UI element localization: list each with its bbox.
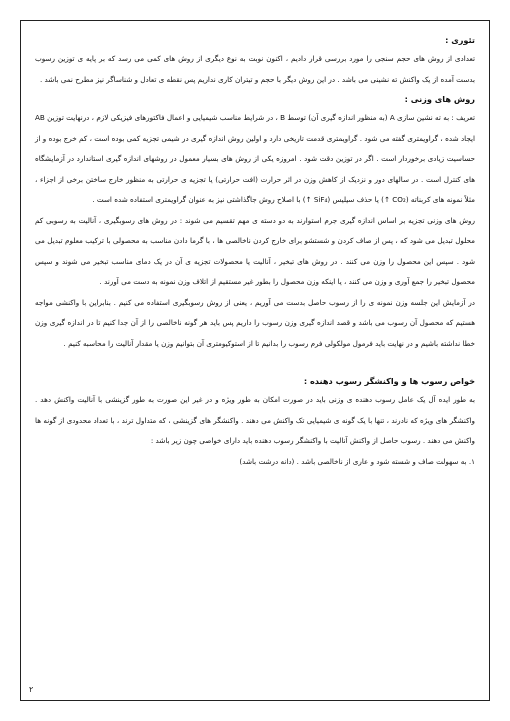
paragraph-theory: تعدادی از روش های حجم سنجی را مورد بررسی قرار دادیم ، اکنون نوبت به نوع دیگری از روش های کمی می رسد که بر پایه ی توزین رسوب بدست آمده از یک واکنش ته نشینی می باشد . در این روش دیگر با حجم و تیتران کاری نداریم پس نقطه ی تعادل و شناساگر نیز مطرح نمی باشد .	[35, 54, 475, 84]
paragraph-experiment: در آزمایش این جلسه وزن نمونه ی را از رسوب حاصل بدست می آوریم ، یعنی از روش رسوبگیری استفاده می کنیم . بنابراین با واکنشی مواجه هستیم که محصول آن رسوب می باشد و قصد اندازه گیری وزن رسوب را داریم پس باید هر گونه ناخالصی را از آن جدا کنیم تا در اندازه گیری وزن خطا نداشته باشیم و در نهایت باید فرمول مولکولی فرم رسوب را بدانیم تا از استوکیومتری آن بتوانیم وزن یا مقدار آنالیت را محاسبه کنیم .	[35, 297, 475, 348]
paragraph-method-types: روش های وزنی تجزیه بر اساس اندازه گیری جرم استوارند به دو دسته ی مهم تقسیم می شوند : در روش های رسوبگیری ، آنالیت به رسوبی کم محلول تبدیل می شود که ، پس از صاف کردن و شستشو برای خارج کردن ناخالصی ها ، با گرما دادن مناسب به محصولی با ترکیب معلوم تبدیل می شود . سپس این محصول را وزن می کنند . در روش های تبخیر ، آنالیت یا محصولات تجزیه ی آن در یک دمای مناسب تبخیر می شوند و سپس محصول تبخیر را جمع آوری و وزن می کنند ، یا اینکه وزن محصول را بطور غیر مستقیم از اتلاف وزن نمونه به دست می آورند .	[35, 215, 475, 286]
list-item-1: ۱. به سهولت صاف و شسته شود و عاری از ناخالصی باشد . (دانه درشت باشد)	[239, 456, 475, 466]
paragraph-precipitating-agent: به طور ایده آل یک عامل رسوب دهنده ی وزنی باید در صورت امکان به طور ویژه و در غیر این صورت به طور گزینشی با آنالیت واکنش دهد . واکنشگر های ویژه که نادرند ، تنها با یک گونه ی شیمیایی تک واکنش می دهند . واکنشگر های گزینشی ، که متداول ترند ، با تعداد محدودی از گونه ها واکنش می دهند . رسوب حاصل از واکنش آنالیت با واکنشگر رسوب دهنده باید دارای خواصی چون زیر باشد :	[35, 395, 475, 445]
page-number: ۲	[29, 685, 34, 694]
section-spacer	[35, 354, 475, 372]
paragraph-definition: تعریف : به ته نشین سازی A (به منظور اندازه گیری آن) توسط B ، در شرایط مناسب شیمیایی و اعمال فاکتورهای فیزیکی لازم ، درنهایت توزین AB ایجاد شده ، گراویمتری گفته می شود . گراویمتری قدمت تاریخی دارد و اولین روش اندازه گیری در شیمی تجزیه کمی بوده است ، کم خرج بوده و از حساسیت زیادی برخوردار است . اگر در توزین دقت شود . امروزه یکی از روش های بسیار معمول در روشهای اندازه گیری استاندارد در آزمایشگاه های کنترل است . در سالهای دور و نزدیک از کاهش وزن در اثر حرارت (افت حرارتی) یا تجزیه ی حرارتی به منظور خارج ساختن برخی از اجزاء ، مثلاً نمونه های کربناته (CO₂ ↑) یا حذف سیلیس (SiF₄ ↑) با اصلاح روش جاگذاشتی نیز به عنوان گراویمتری استفاده شده است .	[35, 113, 475, 204]
document-page	[20, 20, 490, 701]
heading-gravimetric-methods: روش های وزنی :	[404, 94, 475, 104]
page-content	[35, 31, 475, 472]
heading-precipitate-properties: خواص رسوب ها و واکنشگر رسوب دهنده :	[303, 376, 475, 386]
heading-theory: تئوری :	[445, 35, 475, 45]
